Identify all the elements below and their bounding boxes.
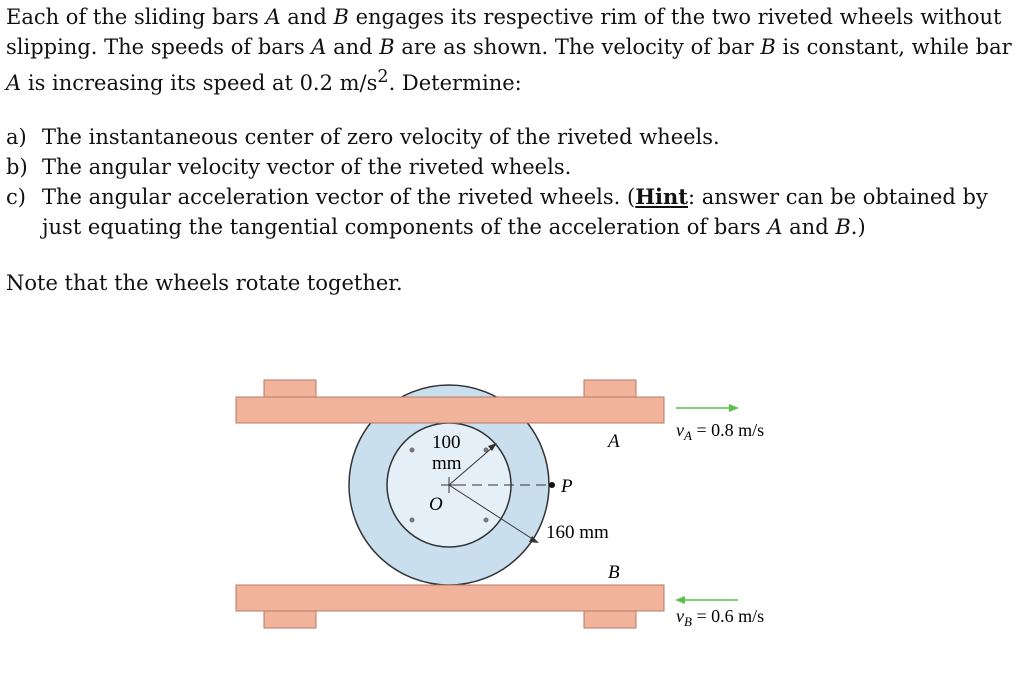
problem-text xyxy=(6,2,1014,298)
point-p xyxy=(549,482,555,488)
question-item-c xyxy=(6,182,1014,242)
intro-text: engages its respective rim of the two riveted wheels without slipping. The speeds of bars xyxy=(6,5,1002,59)
item-text: The angular acceleration vector of the riveted wheels. ( xyxy=(42,185,636,209)
intro-text: is constant, while bar xyxy=(775,35,1012,59)
var-b: B xyxy=(835,215,851,239)
intro-text: and xyxy=(326,35,380,59)
var-a: A xyxy=(767,215,783,239)
label-o: O xyxy=(429,494,443,515)
bottom-bar-block-left xyxy=(264,611,316,628)
intro-text: and xyxy=(280,5,334,29)
var-a: A xyxy=(265,5,281,29)
item-marker: a) xyxy=(6,125,27,149)
item-text: The angular velocity vector of the riveted wheels. xyxy=(42,155,572,179)
wheel-figure xyxy=(224,360,804,644)
question-item-a xyxy=(6,122,1014,152)
inner-radius-value: 100 xyxy=(432,432,461,453)
item-text: and xyxy=(782,215,836,239)
item-text: .) xyxy=(850,215,866,239)
label-p: P xyxy=(561,476,573,497)
item-text: : answer can be obtained by just equating the tangential components of the acceleration of bars xyxy=(42,185,988,239)
velocity-a-label xyxy=(676,420,764,443)
var-b: B xyxy=(760,35,776,59)
intro-text: . Determine: xyxy=(388,71,522,95)
velocity-symbol: v xyxy=(676,606,684,626)
velocity-b-label xyxy=(676,606,764,629)
hint-label: Hint xyxy=(635,184,688,209)
intro-text: is increasing its speed at 0.2 m/s xyxy=(21,71,378,95)
var-b: B xyxy=(333,5,349,29)
velocity-a-value: = 0.8 m/s xyxy=(691,420,765,440)
item-marker: b) xyxy=(6,155,28,179)
question-list xyxy=(6,122,1014,242)
item-text: The instantaneous center of zero velocity of the riveted wheels. xyxy=(42,125,720,149)
var-a: A xyxy=(311,35,327,59)
var-b: B xyxy=(379,35,395,59)
item-marker: c) xyxy=(6,185,26,209)
top-bar-block-right xyxy=(584,380,636,397)
velocity-b-value: = 0.6 m/s xyxy=(691,606,765,626)
velocity-b-arrowhead xyxy=(675,596,685,604)
rivet xyxy=(410,448,415,453)
intro-text: Each of the sliding bars xyxy=(6,5,266,29)
note-text: Note that the wheels rotate together. xyxy=(6,271,403,295)
exponent: 2 xyxy=(377,67,389,87)
top-bar-block-left xyxy=(264,380,316,397)
label-b: B xyxy=(608,562,620,583)
rivet xyxy=(410,518,415,523)
velocity-subscript: A xyxy=(684,428,692,443)
label-a: A xyxy=(608,431,620,452)
wheel-diagram xyxy=(224,360,804,640)
outer-radius-label: 160 mm xyxy=(546,522,609,543)
problem-intro xyxy=(6,2,1014,98)
question-item-b xyxy=(6,152,1014,182)
rivet xyxy=(484,518,489,523)
velocity-subscript: B xyxy=(684,614,692,629)
inner-radius-unit: mm xyxy=(432,453,462,474)
velocity-a-arrowhead xyxy=(729,404,739,412)
bar-b xyxy=(236,585,664,611)
var-a: A xyxy=(6,71,22,95)
intro-text: are as shown. The velocity of bar xyxy=(394,35,761,59)
velocity-symbol: v xyxy=(676,420,684,440)
bar-a xyxy=(236,397,664,423)
bottom-bar-block-right xyxy=(584,611,636,628)
